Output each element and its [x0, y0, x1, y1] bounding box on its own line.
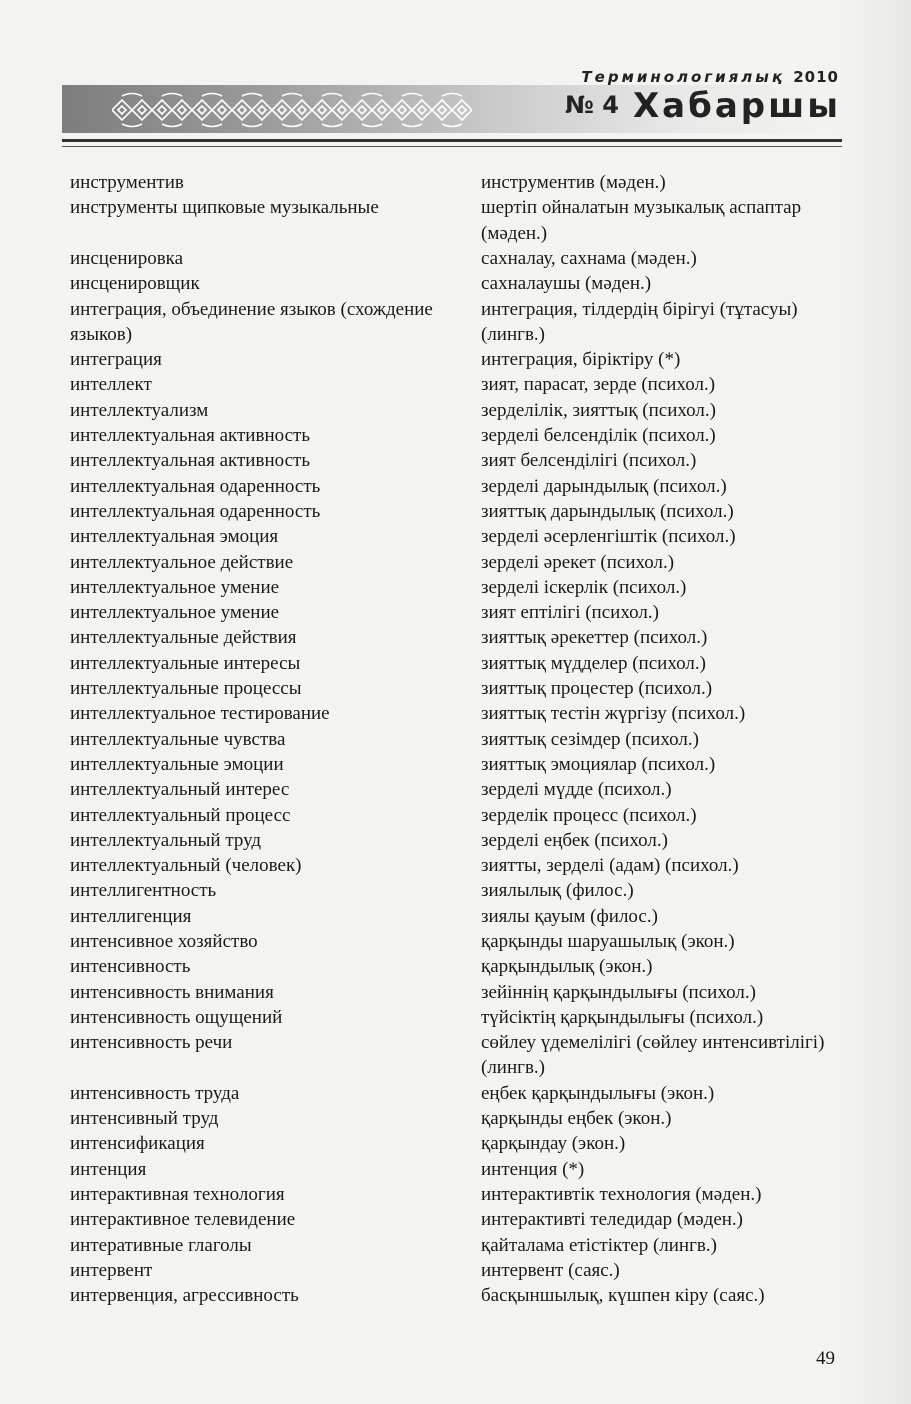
term-kazakh: қарқынды шаруашылық (экон.) — [481, 931, 735, 952]
term-russian: интеллигенция — [70, 905, 192, 927]
term-russian: интеллигентность — [70, 880, 217, 902]
term-kazakh: сахналаушы (мəден.) — [481, 273, 652, 295]
term-kazakh: зият белсенділігі (психол.) — [481, 450, 697, 472]
term-russian: интеллектуальная активность — [70, 450, 310, 472]
term-kazakh: сахналау, сахнама (мəден.) — [481, 247, 697, 269]
term-kazakh: зиятты, зерделі (адам) (психол.) — [481, 855, 739, 877]
term-russian: инсценировщик — [70, 273, 200, 295]
term-russian: интеллектуальное действие — [70, 551, 294, 573]
ornament-pattern-icon — [112, 91, 472, 129]
term-kazakh: зиялылық (филос.) — [481, 880, 634, 902]
term-kazakh: түйсіктің қарқындылығы (психол.) — [481, 1006, 764, 1028]
journal-name: Хабаршы — [632, 86, 841, 126]
term-russian: интеллектуальная одаренность — [70, 500, 321, 522]
term-kazakh: зерделі дарындылық (психол.) — [481, 475, 727, 497]
page-edge-shadow — [841, 0, 911, 1404]
term-kazakh: инструментив (мəден.) — [481, 172, 666, 193]
term-russian: интеграция, объединение языков (схождение языков) — [70, 298, 433, 345]
term-kazakh: қарқындылық (экон.) — [481, 956, 653, 978]
term-russian: интенция — [70, 1158, 147, 1180]
term-kazakh: интенция (*) — [481, 1158, 585, 1180]
term-russian: инструменты щипковые музыкальные — [70, 197, 379, 219]
term-kazakh: зияттық эмоциялар (психол.) — [481, 753, 716, 775]
term-kazakh: зияттық сезімдер (психол.) — [481, 728, 699, 750]
term-kazakh: қарқындау (экон.) — [481, 1133, 626, 1155]
term-russian: интеллектуальный процесс — [70, 804, 291, 826]
term-russian: интеллектуализм — [70, 399, 209, 421]
term-kazakh: сөйлеу үдемелілігі (сөйлеу интенсивтілігі) (лингв.) — [481, 1032, 825, 1079]
journal-title-text: Терминологиялық — [581, 68, 786, 86]
term-russian: интеграция — [70, 349, 162, 371]
term-russian: интеллектуальные действия — [70, 627, 297, 649]
term-kazakh: зият ептілігі (психол.) — [481, 602, 659, 624]
term-russian: интерактивное телевидение — [70, 1209, 296, 1231]
term-russian: интеллектуальная активность — [70, 425, 310, 446]
term-russian: интенсивность — [70, 956, 191, 978]
term-russian: интервенция, агрессивность — [70, 1285, 299, 1307]
term-kazakh: зияттық əрекеттер (психол.) — [481, 627, 708, 649]
term-russian: интеллектуальные процессы — [70, 678, 302, 699]
term-kazakh: зерделі іскерлік (психол.) — [481, 576, 687, 598]
term-kazakh: зерделі əсерленгіштік (психол.) — [481, 526, 736, 548]
term-russian: интеллектуальная эмоция — [70, 526, 279, 548]
term-russian: интеллектуальная одаренность — [70, 475, 321, 497]
term-kazakh: қайталама етістіктер (лингв.) — [481, 1234, 717, 1256]
term-kazakh: зияттық дарындылық (психол.) — [481, 500, 734, 522]
journal-year: 2010 — [793, 68, 839, 86]
issue-number: № 4 — [565, 91, 619, 119]
term-kazakh: зиялы қауым (филос.) — [481, 905, 658, 927]
term-russian: интенсификация — [70, 1133, 205, 1155]
term-russian: интенсивный труд — [70, 1108, 219, 1130]
term-russian: инсценировка — [70, 247, 184, 269]
page-number: 49 — [816, 1348, 835, 1369]
term-kazakh: интерактивті теледидар (мəден.) — [481, 1209, 744, 1231]
term-russian: интеллектуальные чувства — [70, 728, 286, 750]
term-kazakh: зияттық процестер (психол.) — [481, 678, 713, 699]
term-kazakh: зерделі еңбек (психол.) — [481, 829, 668, 851]
term-kazakh: зерделі əрекет (психол.) — [481, 551, 675, 573]
term-russian: интенсивное хозяйство — [70, 931, 258, 952]
term-kazakh: қарқынды еңбек (экон.) — [481, 1108, 672, 1130]
term-russian: интервент — [70, 1259, 153, 1281]
header-rule-thick — [62, 139, 842, 142]
term-kazakh: зерделі белсенділік (психол.) — [481, 425, 716, 446]
header-rule-thin — [62, 146, 842, 147]
term-russian: интеллектуальные эмоции — [70, 753, 284, 775]
term-russian: интеллект — [70, 374, 152, 396]
page-header — [0, 0, 911, 160]
term-russian: интенсивность внимания — [70, 981, 274, 1003]
term-russian: интенсивность труда — [70, 1082, 240, 1104]
term-kazakh: зерделілік, зияттық (психол.) — [481, 399, 716, 421]
term-kazakh: интервент (саяс.) — [481, 1259, 620, 1281]
term-russian: интеллектуальное тестирование — [70, 703, 330, 725]
term-russian: интеративные глаголы — [70, 1234, 252, 1256]
term-kazakh: интеграция, тілдердің бірігуі (тұтасуы) (лингв.) — [481, 298, 798, 345]
term-russian: интеллектуальное умение — [70, 602, 280, 624]
issue-line — [565, 86, 841, 126]
term-kazakh: зерделік процесс (психол.) — [481, 804, 697, 826]
term-kazakh: шертіп ойналатын музыкалық аспаптар (мəден.) — [481, 197, 802, 244]
term-kazakh: интеграция, біріктіру (*) — [481, 349, 681, 371]
term-kazakh: басқыншылық, күшпен кіру (саяс.) — [481, 1285, 765, 1307]
term-russian: интеллектуальное умение — [70, 576, 280, 598]
term-russian: интеллектуальный интерес — [70, 779, 290, 801]
term-russian: инструментив — [70, 172, 184, 193]
term-kazakh: интерактивтік технология (мəден.) — [481, 1184, 762, 1205]
term-russian: интеллектуальные интересы — [70, 652, 301, 674]
term-kazakh: еңбек қарқындылығы (экон.) — [481, 1082, 715, 1104]
term-russian: интерактивная технология — [70, 1184, 285, 1205]
term-kazakh: зияттық тестін жүргізу (психол.) — [481, 703, 746, 725]
term-russian: интенсивность ощущений — [70, 1006, 283, 1028]
term-kazakh: зият, парасат, зерде (психол.) — [481, 374, 716, 396]
term-russian: интеллектуальный труд — [70, 829, 262, 851]
term-kazakh: зейіннің қарқындылығы (психол.) — [481, 981, 756, 1003]
term-russian: интеллектуальный (человек) — [70, 855, 302, 877]
term-russian: интенсивность речи — [70, 1032, 233, 1054]
term-kazakh: зерделі мүдде (психол.) — [481, 779, 672, 801]
journal-title — [581, 68, 839, 86]
term-kazakh: зияттық мүдделер (психол.) — [481, 652, 706, 674]
